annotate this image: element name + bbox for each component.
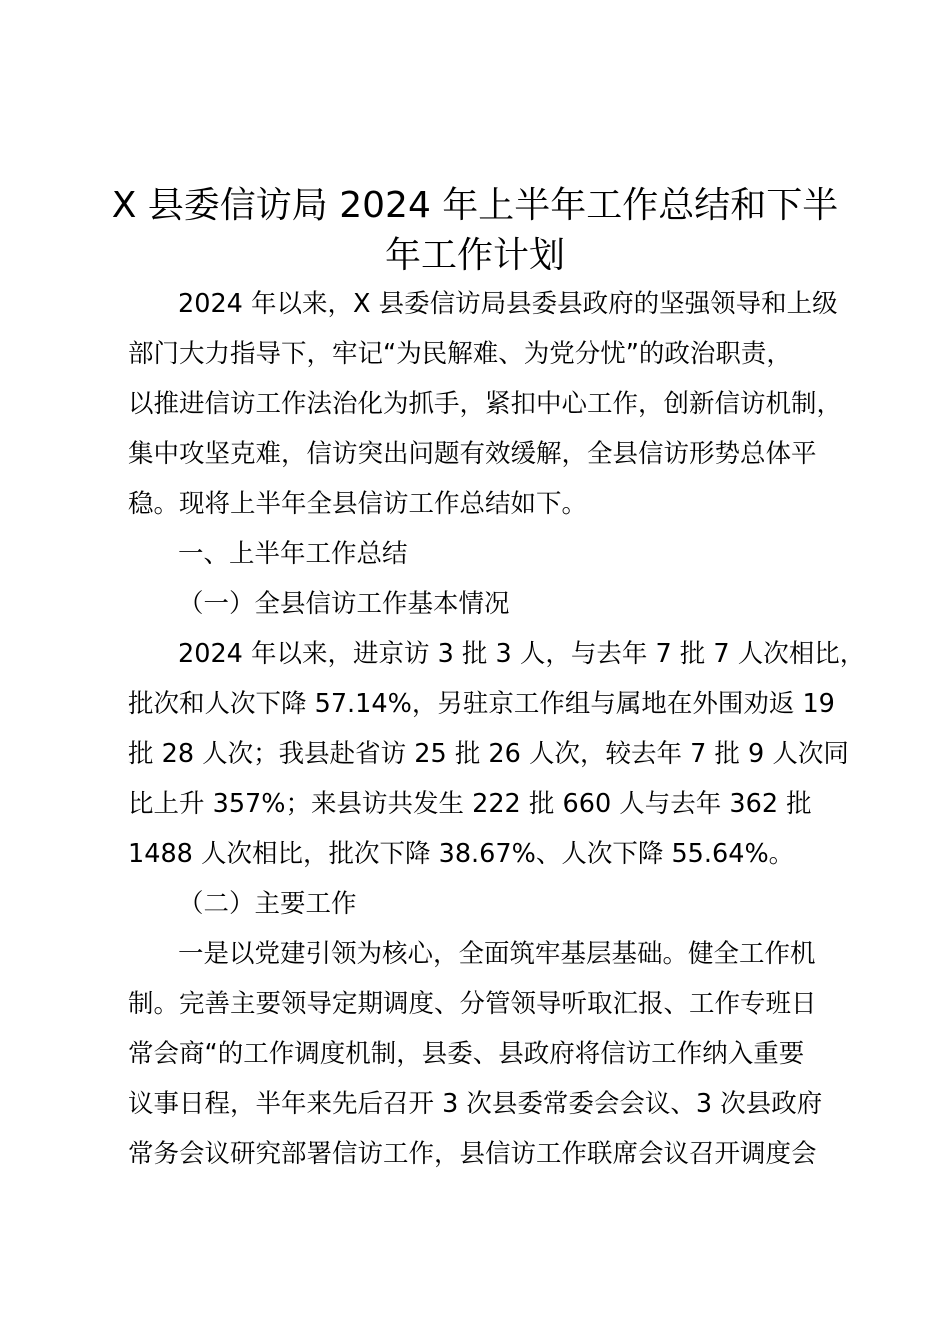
statistics-paragraph-line: 批次和人次下降 57.14%，另驻京工作组与属地在外围劝返 19: [128, 689, 835, 719]
statistics-paragraph-line: 比上升 357%；来县访共发生 222 批 660 人与去年 362 批: [128, 789, 812, 819]
work-paragraph-line: 议事日程，半年来先后召开 3 次县委常委会会议、3 次县政府: [128, 1089, 823, 1119]
statistics-paragraph-line: 1488 人次相比，批次下降 38.67%、人次下降 55.64%。: [128, 839, 795, 869]
subsection-heading: （二）主要工作: [178, 889, 357, 919]
intro-paragraph-line: 集中攻坚克难，信访突出问题有效缓解，全县信访形势总体平: [128, 439, 817, 469]
intro-paragraph-line: 以推进信访工作法治化为抓手，紧扣中心工作，创新信访机制，: [128, 389, 843, 419]
work-paragraph-line: 制。完善主要领导定期调度、分管领导听取汇报、工作专班日: [128, 989, 817, 1019]
document-title-line-1: X 县委信访局 2024 年上半年工作总结和下半: [111, 185, 839, 226]
statistics-paragraph-line: 批 28 人次；我县赴省访 25 批 26 人次，较去年 7 批 9 人次同: [128, 739, 849, 769]
work-paragraph-line: 常会商“的工作调度机制，县委、县政府将信访工作纳入重要: [128, 1039, 805, 1069]
section-heading: 一、上半年工作总结: [178, 539, 408, 569]
subsection-heading: （一）全县信访工作基本情况: [178, 589, 510, 619]
work-paragraph-line: 一是以党建引领为核心，全面筑牢基层基础。健全工作机: [178, 939, 816, 969]
work-paragraph-line: 常务会议研究部署信访工作，县信访工作联席会议召开调度会: [128, 1139, 817, 1169]
intro-paragraph-line: 部门大力指导下，牢记“为民解难、为党分忧”的政治职责，: [128, 339, 792, 369]
intro-paragraph-line: 2024 年以来，X 县委信访局县委县政府的坚强领导和上级: [178, 289, 838, 319]
statistics-paragraph-line: 2024 年以来，进京访 3 批 3 人，与去年 7 批 7 人次相比，: [178, 639, 866, 669]
document-title-line-2: 年工作计划: [384, 235, 565, 276]
intro-paragraph-line: 稳。现将上半年全县信访工作总结如下。: [128, 489, 588, 519]
